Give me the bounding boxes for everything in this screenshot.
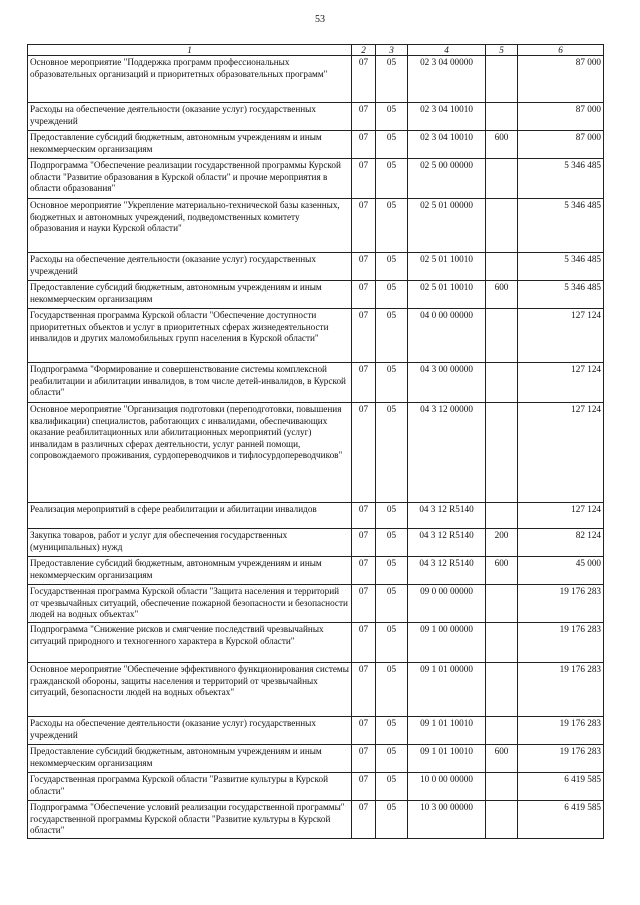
row-rz: 07	[352, 159, 376, 199]
row-rz: 07	[352, 623, 376, 663]
row-name: Основное мероприятие "Обеспечение эффективного функционирования системы гражданской обороны, защиты населения и территорий от чрезвычайных ситуаций, безопасности людей на водных объектах"	[28, 663, 352, 717]
row-sum: 127 124	[518, 363, 604, 403]
row-rz: 07	[352, 281, 376, 309]
row-rz: 07	[352, 403, 376, 503]
row-pr: 05	[376, 281, 408, 309]
row-rz: 07	[352, 773, 376, 801]
table-row	[28, 159, 604, 199]
header-col-1: 1	[28, 45, 352, 56]
row-name: Расходы на обеспечение деятельности (оказание услуг) государственных учреждений	[28, 253, 352, 281]
row-csr: 04 3 12 00000	[408, 403, 486, 503]
row-pr: 05	[376, 801, 408, 839]
row-sum: 5 346 485	[518, 281, 604, 309]
row-csr: 02 3 04 10010	[408, 131, 486, 159]
table-row	[28, 585, 604, 623]
row-vr: 600	[486, 281, 518, 309]
row-name: Реализация мероприятий в сфере реабилитации и абилитации инвалидов	[28, 503, 352, 529]
row-vr	[486, 56, 518, 103]
header-col-4: 4	[408, 45, 486, 56]
page-number: 53	[315, 14, 325, 25]
row-sum: 19 176 283	[518, 663, 604, 717]
row-csr: 02 5 01 10010	[408, 253, 486, 281]
row-rz: 07	[352, 131, 376, 159]
row-csr: 04 0 00 00000	[408, 309, 486, 363]
row-pr: 05	[376, 663, 408, 717]
row-pr: 05	[376, 363, 408, 403]
row-csr: 04 3 12 R5140	[408, 503, 486, 529]
row-pr: 05	[376, 403, 408, 503]
row-vr	[486, 103, 518, 131]
header-col-6: 6	[518, 45, 604, 56]
row-rz: 07	[352, 717, 376, 745]
row-vr	[486, 663, 518, 717]
row-vr	[486, 199, 518, 253]
row-vr	[486, 159, 518, 199]
row-rz: 07	[352, 253, 376, 281]
row-sum: 127 124	[518, 309, 604, 363]
row-sum: 19 176 283	[518, 623, 604, 663]
row-csr: 10 3 00 00000	[408, 801, 486, 839]
row-pr: 05	[376, 199, 408, 253]
row-csr: 02 3 04 00000	[408, 56, 486, 103]
row-name: Предоставление субсидий бюджетным, автономным учреждениям и иным некоммерческим организациям	[28, 131, 352, 159]
row-rz: 07	[352, 585, 376, 623]
row-sum: 87 000	[518, 103, 604, 131]
row-rz: 07	[352, 557, 376, 585]
row-csr: 10 0 00 00000	[408, 773, 486, 801]
row-vr	[486, 363, 518, 403]
row-name: Государственная программа Курской области "Развитие культуры в Курской области"	[28, 773, 352, 801]
table-row	[28, 103, 604, 131]
row-pr: 05	[376, 503, 408, 529]
header-row	[28, 45, 604, 56]
row-vr: 200	[486, 529, 518, 557]
row-vr: 600	[486, 131, 518, 159]
row-name: Основное мероприятие "Укрепление материально-технической базы казенных, бюджетных и автономных учреждений, подведомственных комитету образования и науки Курской области"	[28, 199, 352, 253]
table-row	[28, 529, 604, 557]
row-name: Расходы на обеспечение деятельности (оказание услуг) государственных учреждений	[28, 103, 352, 131]
table-row	[28, 623, 604, 663]
row-sum: 82 124	[518, 529, 604, 557]
row-name: Основное мероприятие "Организация подготовки (переподготовки, повышения квалификации) специалистов, работающих с инвалидами, обеспечивающих оказание реабилитационных или абилитационных мероприятий (услуг) инвалидам в различных сферах деятельности, услуг ранней помощи, сопровождаемого проживания, сурдопереводчиков и тифлосурдопереводчиков"	[28, 403, 352, 503]
row-name: Государственная программа Курской области "Обеспечение доступности приоритетных объектов и услуг в приоритетных сферах жизнедеятельности инвалидов и других маломобильных групп населения в Курской области"	[28, 309, 352, 363]
row-name: Предоставление субсидий бюджетным, автономным учреждениям и иным некоммерческим организациям	[28, 745, 352, 773]
table-row	[28, 56, 604, 103]
row-name: Подпрограмма "Обеспечение условий реализации государственной программы" государственной программы Курской области "Развитие культуры в Курской области"	[28, 801, 352, 839]
row-rz: 07	[352, 363, 376, 403]
row-pr: 05	[376, 253, 408, 281]
table-row	[28, 773, 604, 801]
row-rz: 07	[352, 663, 376, 717]
row-rz: 07	[352, 745, 376, 773]
row-rz: 07	[352, 56, 376, 103]
row-sum: 127 124	[518, 403, 604, 503]
row-csr: 02 5 01 10010	[408, 281, 486, 309]
table-row	[28, 557, 604, 585]
row-name: Предоставление субсидий бюджетным, автономным учреждениям и иным некоммерческим организациям	[28, 557, 352, 585]
row-sum: 19 176 283	[518, 745, 604, 773]
row-csr: 02 5 00 00000	[408, 159, 486, 199]
row-rz: 07	[352, 503, 376, 529]
row-vr: 600	[486, 745, 518, 773]
row-rz: 07	[352, 103, 376, 131]
row-vr	[486, 503, 518, 529]
row-vr	[486, 773, 518, 801]
table-row	[28, 663, 604, 717]
row-csr: 04 3 12 R5140	[408, 529, 486, 557]
row-pr: 05	[376, 717, 408, 745]
row-name: Предоставление субсидий бюджетным, автономным учреждениям и иным некоммерческим организациям	[28, 281, 352, 309]
row-csr: 09 1 01 10010	[408, 745, 486, 773]
row-vr: 600	[486, 557, 518, 585]
table-row	[28, 199, 604, 253]
table-row	[28, 309, 604, 363]
row-name: Государственная программа Курской области "Защита населения и территорий от чрезвычайных ситуаций, обеспечение пожарной безопасности и безопасности людей на водных объектах"	[28, 585, 352, 623]
row-pr: 05	[376, 557, 408, 585]
row-sum: 6 419 585	[518, 801, 604, 839]
row-sum: 6 419 585	[518, 773, 604, 801]
row-name: Подпрограмма "Снижение рисков и смягчение последствий чрезвычайных ситуаций природного и техногенного характера в Курской области"	[28, 623, 352, 663]
table-row	[28, 253, 604, 281]
row-name: Расходы на обеспечение деятельности (оказание услуг) государственных учреждений	[28, 717, 352, 745]
table-row	[28, 717, 604, 745]
budget-table	[27, 44, 604, 839]
row-vr	[486, 717, 518, 745]
row-csr: 09 1 00 00000	[408, 623, 486, 663]
row-name: Закупка товаров, работ и услуг для обеспечения государственных (муниципальных) нужд	[28, 529, 352, 557]
row-csr: 09 0 00 00000	[408, 585, 486, 623]
row-csr: 04 3 12 R5140	[408, 557, 486, 585]
row-sum: 127 124	[518, 503, 604, 529]
row-pr: 05	[376, 745, 408, 773]
row-pr: 05	[376, 103, 408, 131]
row-pr: 05	[376, 159, 408, 199]
row-csr: 02 3 04 10010	[408, 103, 486, 131]
header-col-5: 5	[486, 45, 518, 56]
row-vr	[486, 403, 518, 503]
row-vr	[486, 801, 518, 839]
row-vr	[486, 623, 518, 663]
row-vr	[486, 585, 518, 623]
row-sum: 19 176 283	[518, 585, 604, 623]
table-row	[28, 131, 604, 159]
row-csr: 04 3 00 00000	[408, 363, 486, 403]
row-pr: 05	[376, 529, 408, 557]
table-row	[28, 801, 604, 839]
row-name: Подпрограмма "Формирование и совершенствование системы комплексной реабилитации и абилитации инвалидов, в том числе детей-инвалидов, в Курской области"	[28, 363, 352, 403]
row-pr: 05	[376, 773, 408, 801]
row-sum: 87 000	[518, 56, 604, 103]
row-pr: 05	[376, 623, 408, 663]
row-pr: 05	[376, 131, 408, 159]
row-rz: 07	[352, 309, 376, 363]
row-pr: 05	[376, 309, 408, 363]
row-vr	[486, 253, 518, 281]
table-row	[28, 745, 604, 773]
row-sum: 87 000	[518, 131, 604, 159]
row-sum: 5 346 485	[518, 159, 604, 199]
row-csr: 02 5 01 00000	[408, 199, 486, 253]
row-csr: 09 1 01 00000	[408, 663, 486, 717]
row-sum: 5 346 485	[518, 253, 604, 281]
row-pr: 05	[376, 56, 408, 103]
table-row	[28, 403, 604, 503]
row-rz: 07	[352, 529, 376, 557]
row-pr: 05	[376, 585, 408, 623]
table-row	[28, 503, 604, 529]
row-sum: 19 176 283	[518, 717, 604, 745]
row-name: Подпрограмма "Обеспечение реализации государственной программы Курской области "Развитие образования в Курской области" и прочие мероприятия в области образования"	[28, 159, 352, 199]
row-rz: 07	[352, 199, 376, 253]
row-sum: 45 000	[518, 557, 604, 585]
table-row	[28, 363, 604, 403]
row-sum: 5 346 485	[518, 199, 604, 253]
header-col-3: 3	[376, 45, 408, 56]
row-csr: 09 1 01 10010	[408, 717, 486, 745]
header-col-2: 2	[352, 45, 376, 56]
row-vr	[486, 309, 518, 363]
row-name: Основное мероприятие "Поддержка программ профессиональных образовательных организаций и приоритетных образовательных программ"	[28, 56, 352, 103]
row-rz: 07	[352, 801, 376, 839]
table-row	[28, 281, 604, 309]
